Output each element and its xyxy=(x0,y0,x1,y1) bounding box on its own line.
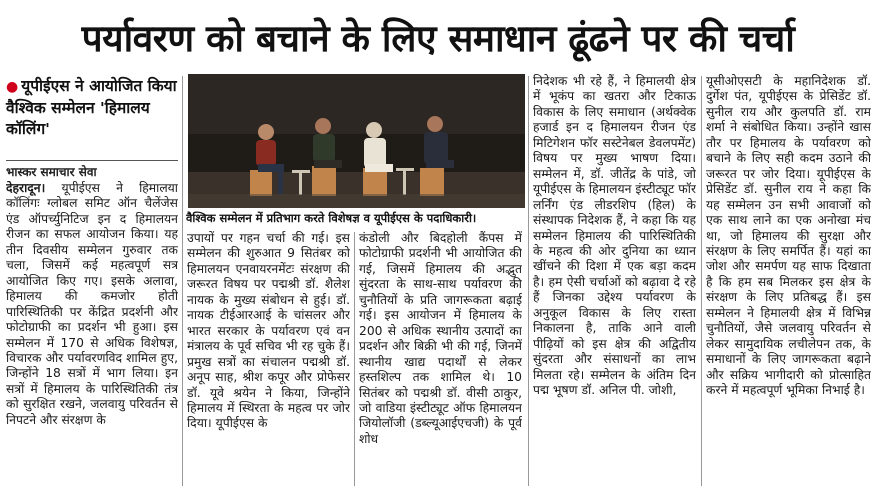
column-divider xyxy=(528,76,529,486)
column-3b-text: निदेशक भी रहे हैं, ने हिमालयी क्षेत्र में भूकंप का खतरा और टिकाऊ विकास के लिए समाधान (अर्थक्वेक हजार्ड इन द हिमालयन रीजन एंड मिटिगेशन फॉर सस्टेनेबल डेवलपमेंट) विषय पर मुख्य भाषण दिया। सम्मेलन में, डॉ. जीतेंद्र के पांडे, जो यूपीईएस के हिमालयन इंस्टीट्यूट फॉर लर्निंग एंड लीडरशिप (हिल) के संस्थापक निदेशक हैं, ने कहा कि यह सम्मेलन हिमालय की पारिस्थितिकी के महत्व की ओर दुनिया का ध्यान खींचने की दिशा में एक बड़ा कदम है। हम ऐसी चर्चाओं को बढ़ावा दे रहे हैं जिनका उद्देश्य पर्यावरण के अनुकूल विकास के लिए रास्ता निकालना है, ताकि आने वाली पीढ़ियों को इस क्षेत्र की अद्वितीय सुंदरता और संसाधनों का लाभ मिलता रहे। सम्मेलन के अंतिम दिन पद्म भूषण डॉ. अनिल पी. जोशी, xyxy=(533,74,696,398)
headline: पर्यावरण को बचाने के लिए समाधान ढूंढने पर की चर्चा xyxy=(81,16,795,60)
column-divider xyxy=(182,76,183,486)
column-4-text: यूसीओएसटी के महानिदेशक डॉ. दुर्गेश पंत, यूपीईएस के प्रेसिडेंट डॉ. सुनील राय और कुलपति डॉ. राम शर्मा ने संबोधित किया। उन्होंने खास तौर पर हिमालय के पर्यावरण को बचाने के लिए सही कदम उठाने की जरूरत पर जोर दिया। यूपीईएस के प्रेसिडेंट डॉ. सुनील राय ने कहा कि यह सम्मेलन उन सभी आवाजों को एक साथ लाने का एक अनोखा मंच था, जो हिमालय की सुरक्षा और संरक्षण के लिए समर्पित हैं। यहां का जोश और समर्पण यह साफ दिखाता है कि हम सब मिलकर इस क्षेत्र के संरक्षण के लिए प्रतिबद्ध हैं। इस सम्मेलन ने हिमालयी क्षेत्र में विभिन्न चुनौतियों, जैसे जलवायु परिवर्तन से लेकर सामुदायिक लचीलेपन तक, के समाधानों के लिए जागरूकता बढ़ाने और सक्रिय भागीदारी को प्रोत्साहित करने में महत्वपूर्ण भूमिका निभाई है। xyxy=(706,74,871,398)
column-divider xyxy=(701,76,702,486)
column-2-text: उपायों पर गहन चर्चा की गई। इस सम्मेलन की शुरुआत 9 सितंबर को हिमालयन एनवायरनमेंटः संरक्षण की जरूरत विषय पर पद्मश्री डॉ. शैलेश नायक के मुख्य संबोधन से हुई। डॉ. नायक टीईआरआई के चांसलर और भारत सरकार के पर्यावरण एवं वन मंत्रालय के पूर्व सचिव भी रह चुके हैं। प्रमुख सत्रों का संचालन पद्मश्री डॉ. अनूप साह, श्रीश कपूर और प्रोफेसर डॉ. यूवे श्रयेन ने किया, जिन्होंने हिमालय में स्थिरता के महत्व पर जोर दिया। यूपीईएस के xyxy=(187,231,350,431)
column-1-text: यूपीईएस ने हिमालया कॉलिंगः ग्लोबल समिट ऑन चैलेंजेस एंड ऑपर्च्युनिटिज इन द हिमालयन रीजन का सफल आयोजन किया। यह तीन दिवसीय सम्मेलन गुरुवार तक चला, जिसमें कई महत्वपूर्ण सत्र आयोजित किए गए। इसके अलावा, हिमालय की कमजोर होती पारिस्थितिकी पर केंद्रित प्रदर्शनी और फोटोग्राफी का प्रदर्शन भी हुआ। इस सम्मेलन में 170 से अधिक विशेषज्ञ, विचारक और पर्यावरणविद शामिल हुए, जिन्होंने 18 सत्रों में भाग लिया। इन सत्रों में हिमालय के पारिस्थितिकी तंत्र को सुरक्षित रखने, जलवायु परिवर्तन से निपटने और संरक्षण के xyxy=(6,181,178,427)
article-column-2 xyxy=(187,231,350,487)
photo-caption: वैश्विक सम्मेलन में प्रतिभाग करते विशेषज्ञ व यूपीईएस के पदाधिकारी। xyxy=(186,211,477,225)
event-photo xyxy=(188,74,525,208)
subheadline xyxy=(6,76,178,140)
article-column-3a xyxy=(359,231,522,487)
article-column-3b xyxy=(533,74,696,487)
column-3a-text: कंडोली और बिदहोली कैंपस में फोटोग्राफी प्रदर्शनी भी आयोजित की गई, जिसमें हिमालय की अद्भुत सुंदरता के साथ-साथ पर्यावरण की चुनौतियों के प्रति जागरूकता बढ़ाई गई। इस आयोजन में हिमालय के 200 से अधिक स्थानीय उत्पादों का प्रदर्शन और बिक्री भी की गई, जिनमें स्थानीय खाद्य पदार्थों से लेकर हस्तशिल्प तक शामिल थे। 10 सितंबर को पद्मश्री डॉ. वीसी ठाकुर, जो वाडिया इंस्टीट्यूट ऑफ हिमालयन जियोलॉजी (डब्ल्यूआईएचजी) के पूर्व शोध xyxy=(359,231,522,446)
article-column-1 xyxy=(6,181,178,487)
byline-divider xyxy=(6,160,178,161)
bullet-icon: ● xyxy=(6,79,19,95)
subheadline-text: यूपीईएस ने आयोजित किया वैश्विक सम्मेलन 'हिमालय कॉलिंग' xyxy=(6,77,177,138)
article-column-4 xyxy=(706,74,871,487)
dateline: देहरादून। xyxy=(6,181,46,195)
panel-discussion-image xyxy=(188,74,525,208)
byline: भास्कर समाचार सेवा xyxy=(6,165,97,179)
column-divider xyxy=(354,232,355,486)
